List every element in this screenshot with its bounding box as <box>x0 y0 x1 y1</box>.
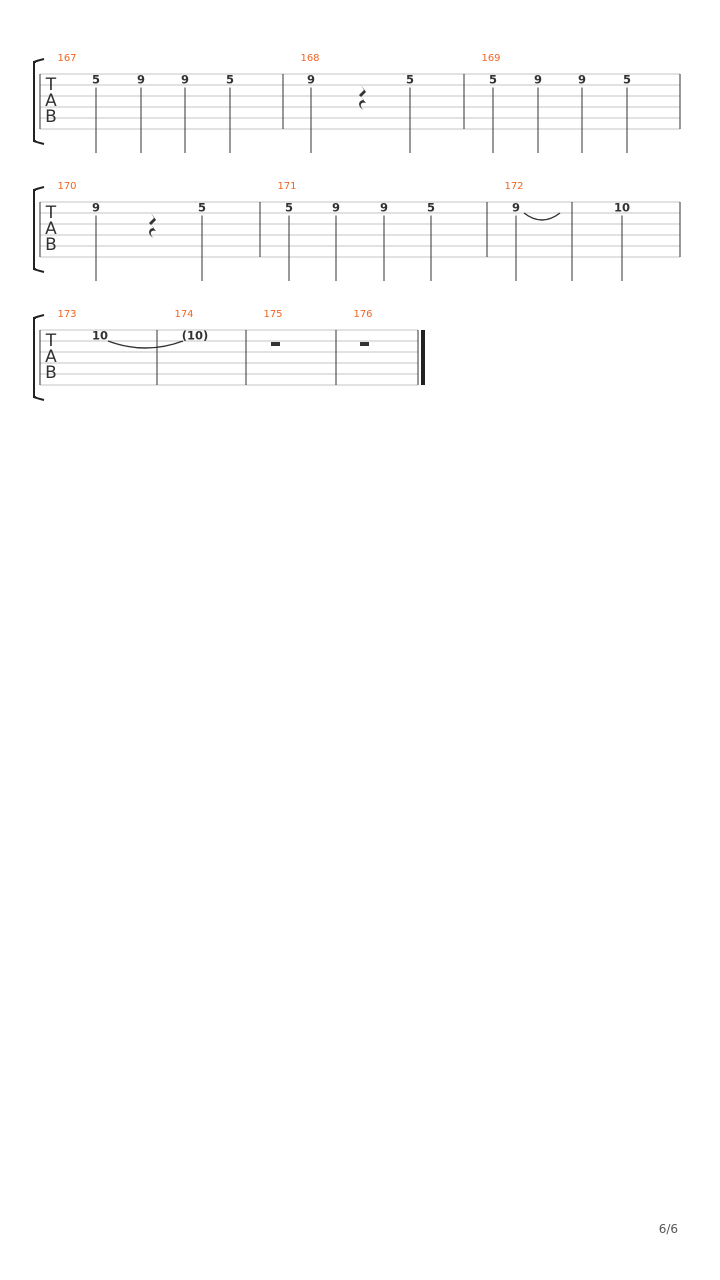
measure-number: 174 <box>174 309 194 320</box>
fret-number: 9 <box>331 200 341 215</box>
fret-number: 9 <box>533 72 543 87</box>
measure-number: 171 <box>277 181 297 192</box>
fret-number: 10 <box>613 200 631 215</box>
fret-number: 5 <box>197 200 207 215</box>
tab-clef-letter: T <box>45 203 57 223</box>
fret-number: 9 <box>379 200 389 215</box>
fret-number: (10) <box>181 328 209 343</box>
system-bracket <box>34 62 36 141</box>
fret-number: 9 <box>511 200 521 215</box>
whole-rest <box>271 342 280 346</box>
tie-arc <box>524 213 560 220</box>
bracket-bottom-hook <box>34 269 44 272</box>
fret-number: 9 <box>91 200 101 215</box>
fret-number: 5 <box>284 200 294 215</box>
staff-system <box>34 309 425 400</box>
fret-number: 5 <box>622 72 632 87</box>
tab-clef-letter: A <box>45 347 57 367</box>
tab-clef-letter: A <box>45 219 57 239</box>
fret-number: 5 <box>91 72 101 87</box>
whole-rest <box>360 342 369 346</box>
system-bracket <box>34 190 36 269</box>
tab-clef-letter: A <box>45 91 57 111</box>
fret-number: 5 <box>426 200 436 215</box>
quarter-rest <box>359 85 366 110</box>
tab-clef-letter: T <box>45 75 57 95</box>
fret-number: 5 <box>488 72 498 87</box>
fret-number: 9 <box>577 72 587 87</box>
final-barline-thick <box>421 330 425 385</box>
bracket-bottom-hook <box>34 141 44 144</box>
page-number: 6/6 <box>658 1222 678 1236</box>
measure-number: 175 <box>263 309 283 320</box>
measure-number: 173 <box>57 309 77 320</box>
bracket-top-hook <box>34 315 44 318</box>
bracket-top-hook <box>34 59 44 62</box>
tab-clef-letter: B <box>45 363 57 383</box>
fret-number: 9 <box>136 72 146 87</box>
fret-number: 10 <box>91 328 109 343</box>
tab-clef-letter: T <box>45 331 57 351</box>
measure-number: 167 <box>57 53 77 64</box>
staff-system <box>34 53 680 153</box>
quarter-rest <box>149 213 156 238</box>
tie-arc <box>108 341 183 348</box>
fret-number: 9 <box>180 72 190 87</box>
measure-number: 176 <box>353 309 373 320</box>
fret-number: 5 <box>225 72 235 87</box>
tab-clef-letter: B <box>45 107 57 127</box>
staff-system <box>34 181 680 281</box>
tab-clef-letter: B <box>45 235 57 255</box>
measure-number: 168 <box>300 53 320 64</box>
measure-number: 170 <box>57 181 77 192</box>
bracket-bottom-hook <box>34 397 44 400</box>
bracket-top-hook <box>34 187 44 190</box>
fret-number: 5 <box>405 72 415 87</box>
measure-number: 169 <box>481 53 501 64</box>
system-bracket <box>34 318 36 397</box>
measure-number: 172 <box>504 181 524 192</box>
fret-number: 9 <box>306 72 316 87</box>
